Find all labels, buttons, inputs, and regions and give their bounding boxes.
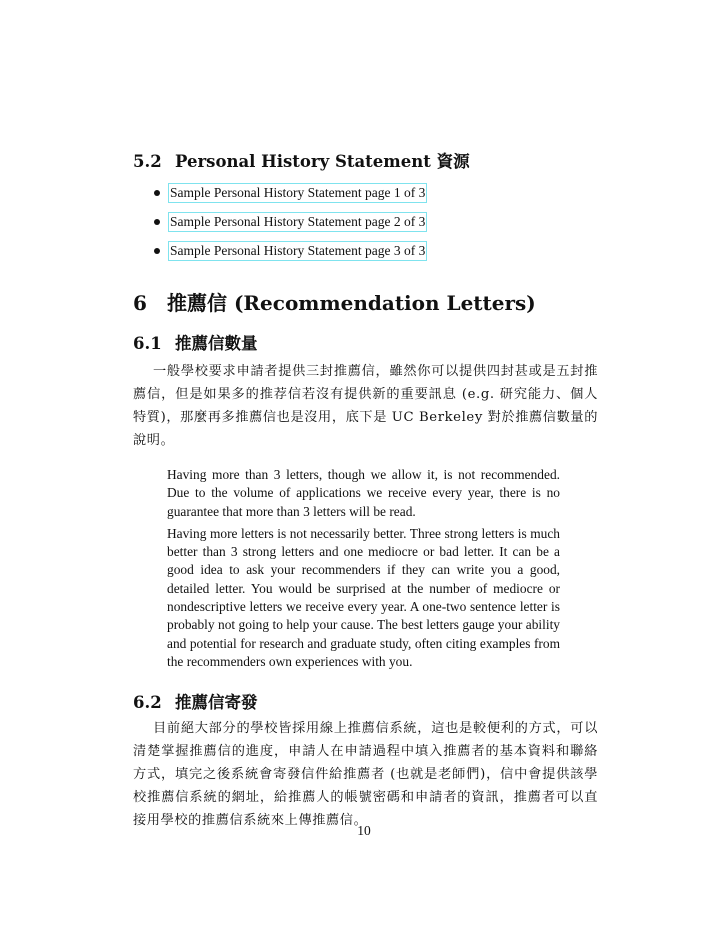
quote-paragraph-2: Having more letters is not necessarily better. Three strong letters is much better than 3 strong letters and one mediocre or bad letter. It can be a good idea to ask your recommenders if they can write you a good, detailed letter. You would be surprised at the number of mediocre or nondescriptive letters we receive every year. A one-two sentence letter is probably not going to help your cause. The best letters gauge your ability and potential for research and graduate study, often citing examples from the recommenders own experiences with you. [167,525,560,669]
berkeley-quote [167,466,560,671]
document-page [133,148,598,832]
section-6-heading [133,287,598,316]
quote-paragraph-1: Having more than 3 letters, though we allow it, is not recommended. Due to the volume of applications we receive every year, there is no guarantee that more than 3 letters will be read. [167,467,560,519]
list-item [133,207,598,236]
section-6-2-heading [133,689,598,713]
section-5-2-heading [133,148,598,172]
section-6-1-heading [133,330,598,354]
bullet-icon [133,185,166,200]
section-6-2-paragraph: 目前絕大部分的學校皆採用線上推薦信系統，這也是較便利的方式，可以清楚掌握推薦信的進度，申請人在申請過程中填入推薦者的基本資料和聯絡方式，填完之後系統會寄發信件給推薦者 (也就是老師們)，信中會提供該學校推薦信系統的網址，給推薦人的帳號密碼和申請者的資訊，推薦者可以直接用學校的推薦信系統來上傳推薦信。 [133,721,598,829]
section-title: Personal History Statement 資源 [175,152,470,171]
section-number: 6.1 [133,334,162,353]
sample-statement-link-2[interactable]: Sample Personal History Statement page 2 of 3 [168,212,427,232]
sample-statement-link-1[interactable]: Sample Personal History Statement page 1 of 3 [168,183,427,203]
section-title: 推薦信 (Recommendation Letters) [167,291,536,315]
section-title: 推薦信寄發 [175,693,258,713]
section-number: 5.2 [133,152,162,171]
bullet-icon [133,214,166,229]
page-number: 10 [357,823,371,838]
sample-statement-link-3[interactable]: Sample Personal History Statement page 3 of 3 [168,241,427,261]
section-number: 6 [133,291,147,315]
list-item [133,178,598,207]
bullet-icon [133,243,166,258]
section-number: 6.2 [133,693,162,713]
section-6-1-paragraph: 一般學校要求申請者提供三封推薦信，雖然你可以提供四封甚或是五封推薦信，但是如果多的推荐信若沒有提供新的重要訊息 (e.g. 研究能力、個人特質)，那麼再多推薦信也是沒用，底下是 UC Berkeley 對於推薦信數量的說明。 [133,364,598,448]
section-title: 推薦信數量 [175,334,258,353]
list-item [133,236,598,265]
sample-statement-link-list [133,178,598,265]
